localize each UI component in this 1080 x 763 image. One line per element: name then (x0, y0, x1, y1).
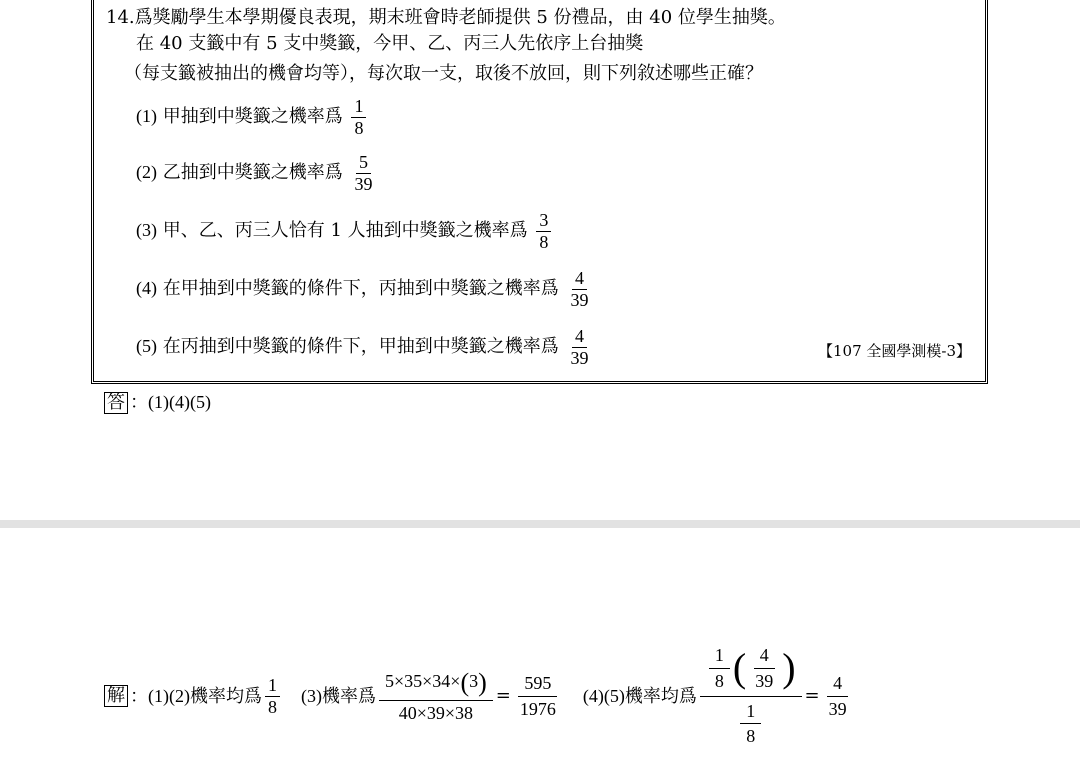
answer-line (104, 390, 211, 415)
complex-denominator (731, 697, 770, 751)
numerator-inner: 3 (469, 671, 479, 692)
option-fraction (567, 268, 591, 310)
option-fraction (536, 210, 551, 252)
question-intro-line-1: 14.爲獎勵學生本學期優良表現，期末班會時老師提供 5 份禮品，由 40 位學生抽獎。 (106, 7, 786, 28)
option-3 (136, 210, 554, 252)
fraction-denominator: 39 (828, 698, 847, 719)
inner-fraction-1-8 (709, 643, 730, 693)
equals-sign: = (804, 685, 820, 706)
solution-part-3-label: (3)機率爲 (300, 686, 376, 706)
option-4 (136, 268, 594, 310)
option-text: 在丙抽到中獎籤的條件下，甲抽到中獎籤之機率爲 (162, 336, 559, 358)
fraction-denominator: 8 (746, 726, 756, 747)
fraction-numerator: 4 (572, 268, 587, 290)
fraction-denominator: 39 (354, 173, 373, 194)
fraction-denominator: 1976 (519, 698, 556, 719)
solution-line (104, 636, 856, 756)
fraction-denominator: 40×39×38 (398, 703, 474, 724)
paren-open: ( (460, 668, 470, 698)
page-bottom (0, 528, 1080, 763)
fraction-denominator: 39 (570, 289, 589, 310)
fraction-numerator: 4 (572, 326, 587, 348)
question-intro-line-2: 在 40 支籤中有 5 支中獎籤，今甲、乙、丙三人先依序上台抽獎 (136, 33, 644, 54)
question-box (91, 0, 988, 384)
option-label: (4) (136, 278, 157, 299)
answer-box: 答 (104, 392, 128, 414)
fraction-denominator: 39 (755, 670, 774, 691)
option-fraction (567, 326, 591, 368)
page-separator (0, 520, 1080, 528)
fraction-numerator (379, 666, 493, 701)
fraction-numerator: 1 (265, 675, 280, 697)
fraction-numerator: 1 (351, 96, 366, 118)
option-label: (3) (136, 220, 157, 241)
complex-numerator (700, 641, 802, 696)
big-paren-close: ) (782, 645, 796, 691)
option-1 (136, 96, 369, 138)
option-text: 乙抽到中獎籤之機率爲 (162, 162, 343, 184)
solution-part-45-result (823, 671, 853, 721)
solution-part-1-fraction (265, 675, 280, 717)
numerator-product: 5×35×34× (384, 671, 461, 692)
option-text: 甲、乙、丙三人恰有 1 人抽到中獎籤之機率爲 (162, 220, 528, 242)
fraction-numerator: 4 (754, 643, 775, 669)
option-text: 在甲抽到中獎籤的條件下，丙抽到中獎籤之機率爲 (162, 278, 559, 300)
fraction-numerator: 3 (536, 210, 551, 232)
fraction-denominator: 8 (267, 696, 277, 717)
fraction-denominator: 8 (714, 670, 724, 691)
question-source: 【107 全國學測模-3】 (817, 342, 971, 360)
option-label: (2) (136, 162, 157, 183)
solution-part-45-complex-fraction (700, 641, 802, 751)
inner-fraction-bottom (740, 699, 761, 749)
option-text: 甲抽到中獎籤之機率爲 (162, 106, 343, 128)
option-label: (1) (136, 106, 157, 127)
fraction-denominator: 8 (539, 231, 549, 252)
fraction-numerator: 595 (518, 671, 557, 697)
solution-part-3-fraction (379, 666, 493, 726)
fraction-numerator: 4 (827, 671, 848, 697)
big-paren-open: ( (732, 645, 747, 691)
fraction-denominator: 8 (354, 117, 364, 138)
paren-close: ) (478, 668, 487, 698)
fraction-denominator: 39 (570, 347, 589, 368)
option-5 (136, 326, 594, 368)
option-2 (136, 152, 378, 194)
solution-part-3-result (514, 671, 562, 721)
equals-sign: = (495, 685, 511, 706)
solution-part-1-label: ：(1)(2)機率均爲 (130, 686, 262, 706)
option-label: (5) (136, 336, 157, 357)
question-intro-line-3: （每支籤被抽出的機會均等），每次取一支，取後不放回，則下列敘述哪些正確？ (124, 63, 763, 84)
fraction-numerator: 5 (356, 152, 371, 174)
option-fraction (351, 96, 366, 138)
fraction-numerator: 1 (709, 643, 730, 669)
solution-part-45-label: (4)(5)機率均爲 (582, 686, 697, 706)
solution-box: 解 (104, 685, 128, 707)
fraction-numerator: 1 (740, 699, 761, 725)
answer-text: ：(1)(4)(5) (130, 392, 211, 412)
inner-fraction-4-39 (749, 643, 779, 693)
option-fraction (351, 152, 375, 194)
